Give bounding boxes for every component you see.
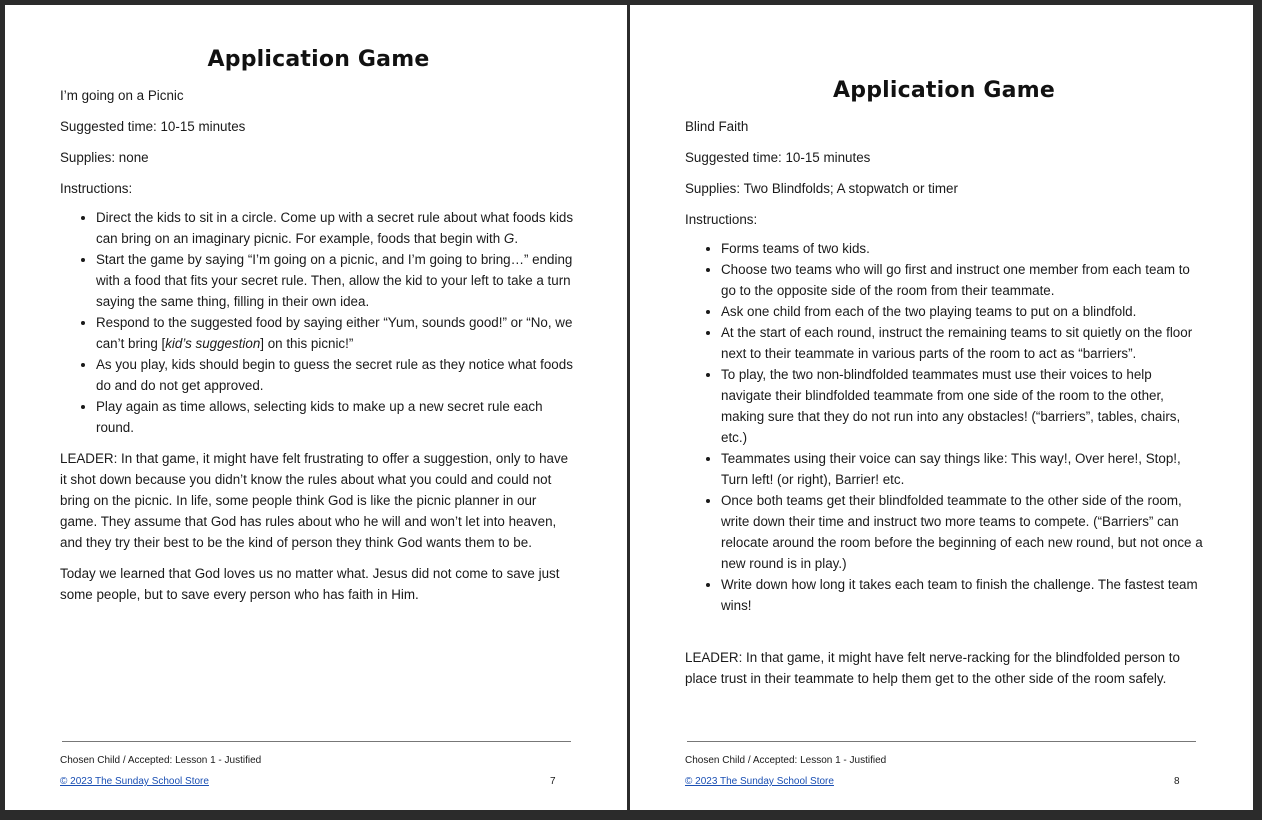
supplies: Supplies: none xyxy=(60,150,149,165)
list-item: • Direct the kids to sit in a circle. Come up with a secret rule about what foods kids can bring on an imaginary picnic. For example, foods that begin with G. xyxy=(96,207,577,249)
document-page-left xyxy=(5,5,627,810)
instructions-list xyxy=(685,238,1203,616)
footer-divider xyxy=(62,741,571,742)
list-item: • Ask one child from each of the two playing teams to put on a blindfold. xyxy=(721,301,1203,322)
instructions-label: Instructions: xyxy=(60,181,133,196)
list-item: • Start the game by saying “I’m going on a picnic, and I’m going to bring…” ending with a food that fits your secret rule. Then, allow the kid to your left to take a turn saying the same thing, filling in their own idea. xyxy=(96,249,577,312)
list-item: • Choose two teams who will go first and instruct one member from each team to go to the opposite side of the room from their teammate. xyxy=(721,259,1203,301)
suggested-time: Suggested time: 10-15 minutes xyxy=(60,119,246,134)
list-item: • As you play, kids should begin to guess the secret rule as they notice what foods do and do not get approved. xyxy=(96,354,577,396)
supplies: Supplies: Two Blindfolds; A stopwatch or timer xyxy=(685,181,958,196)
list-item: • Once both teams get their blindfolded teammate to the other side of the room, write down their time and instruct two more teams to compete. (“Barriers” can relocate around the room before the beginning of each new round, but not once a new round is in play.) xyxy=(721,490,1203,574)
page-heading: Application Game xyxy=(207,47,430,72)
page-content xyxy=(60,5,577,605)
footer-title: Chosen Child / Accepted: Lesson 1 - Justified xyxy=(685,755,887,766)
instructions-label: Instructions: xyxy=(685,212,758,227)
closing-paragraph: Today we learned that God loves us no matter what. Jesus did not come to save just some people, but to save every person who has faith in Him. xyxy=(60,566,560,602)
list-item: • Teammates using their voice can say things like: This way!, Over here!, Stop!, Turn left! (or right), Barrier! etc. xyxy=(721,448,1203,490)
list-item: • At the start of each round, instruct the remaining teams to sit quietly on the floor next to their teammate in various parts of the room to act as “barriers”. xyxy=(721,322,1203,364)
copyright-link[interactable]: © 2023 The Sunday School Store xyxy=(685,776,834,787)
page-heading: Application Game xyxy=(833,78,1055,103)
list-item: • To play, the two non-blindfolded teammates must use their voices to help navigate their blindfolded teammate from one side of the room to the other, making sure that they do not run into any obstacles! (“barriers”, tables, chairs, etc.) xyxy=(721,364,1203,448)
document-page-right xyxy=(630,5,1253,810)
instructions-list xyxy=(60,207,577,438)
page-number: 8 xyxy=(1174,776,1180,787)
leader-paragraph: LEADER: In that game, it might have felt frustrating to offer a suggestion, only to have it shot down because you didn’t know the rules about what you could and could not bring on the picnic. In life, some people think God is like the picnic planner in our game. They assume that God has rules about who he will and won’t let into heaven, and they try their best to be the kind of person they think God wants them to be. xyxy=(60,451,569,550)
page-content xyxy=(685,5,1203,689)
footer-divider xyxy=(687,741,1196,742)
footer-title: Chosen Child / Accepted: Lesson 1 - Justified xyxy=(60,755,262,766)
list-item: • Write down how long it takes each team to finish the challenge. The fastest team wins! xyxy=(721,574,1203,616)
game-name: I’m going on a Picnic xyxy=(60,88,184,103)
list-item: • Play again as time allows, selecting kids to make up a new secret rule each round. xyxy=(96,396,577,438)
suggested-time: Suggested time: 10-15 minutes xyxy=(685,150,871,165)
list-item: • Forms teams of two kids. xyxy=(721,238,1203,259)
list-item: • Respond to the suggested food by saying either “Yum, sounds good!” or “No, we can’t bring [kid’s suggestion] on this picnic!” xyxy=(96,312,577,354)
page-number: 7 xyxy=(550,776,556,787)
game-name: Blind Faith xyxy=(685,119,749,134)
copyright-link[interactable]: © 2023 The Sunday School Store xyxy=(60,776,209,787)
leader-paragraph: LEADER: In that game, it might have felt nerve-racking for the blindfolded person to place trust in their teammate to help them get to the other side of the room safely. xyxy=(685,650,1180,686)
